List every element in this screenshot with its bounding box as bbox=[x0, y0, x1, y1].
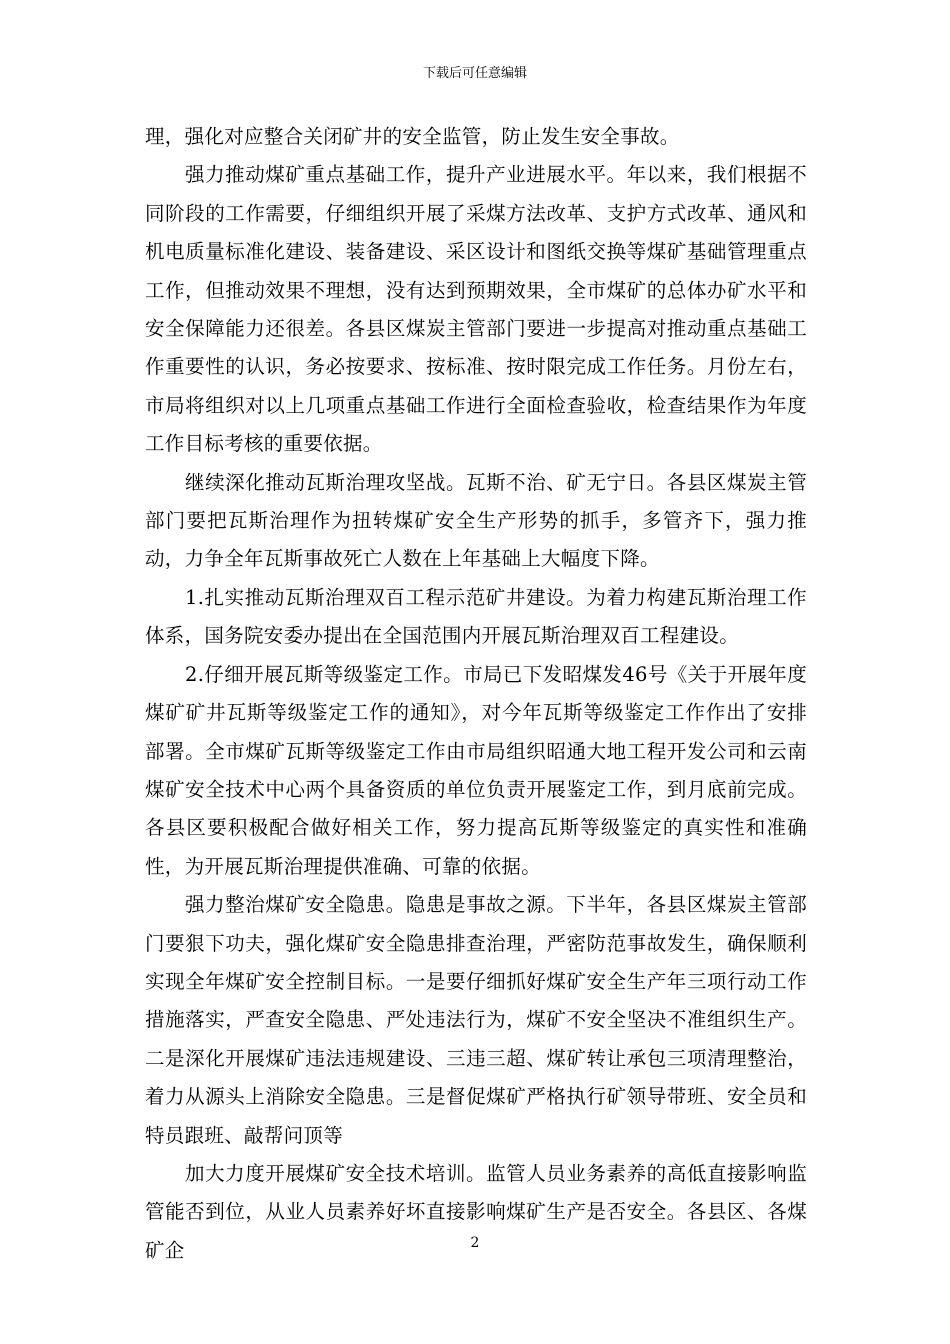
page-header: 下载后可任意编辑 bbox=[422, 66, 527, 81]
page-number: 2 bbox=[470, 1235, 480, 1251]
paragraph: 强力整治煤矿安全隐患。隐患是事故之源。下半年，各县区煤炭主管部门要狠下功夫，强化煤矿安全隐患排查治理，严密防范事故发生，确保顺利实现全年煤矿安全控制目标。一是要仔细抓好煤矿安全生产年三项行动工作措施落实，严查安全隐患、严处违法行为，煤矿不安全坚决不准组织生产。二是深化开展煤矿违法违规建设、三违三超、煤矿转让承包三项清理整治，着力从源头上消除安全隐患。三是督促煤矿严格执行矿领导带班、安全员和特员跟班、敲帮问顶等 bbox=[145, 893, 807, 1147]
paragraph: 2.仔细开展瓦斯等级鉴定工作。市局已下发昭煤发46号《关于开展年度煤矿矿井瓦斯等级鉴定工作的通知》，对今年瓦斯等级鉴定工作作出了安排部署。全市煤矿瓦斯等级鉴定工作由市局组织昭通大地工程开发公司和云南煤矿安全技术中心两个具备资质的单位负责开展鉴定工作，到月底前完成。各县区要积极配合做好相关工作，努力提高瓦斯等级鉴定的真实性和准确性，为开展瓦斯治理提供准确、可靠的依据。 bbox=[145, 662, 807, 878]
paragraph: 理，强化对应整合关闭矿井的安全监管，防止发生安全事故。 bbox=[145, 125, 680, 148]
paragraph: 继续深化推动瓦斯治理攻坚战。瓦斯不治、矿无宁日。各县区煤炭主管部门要把瓦斯治理作为扭转煤矿安全生产形势的抓手，多管齐下，强力推动，力争全年瓦斯事故死亡人数在上年基础上大幅度下降。 bbox=[145, 470, 807, 571]
paragraph: 加大力度开展煤矿安全技术培训。监管人员业务素养的高低直接影响监管能否到位，从业人员素养好坏直接影响煤矿生产是否安全。各县区、各煤矿企 bbox=[145, 1161, 807, 1262]
paragraph: 1.扎实推动瓦斯治理双百工程示范矿井建设。为着力构建瓦斯治理工作体系，国务院安委办提出在全国范围内开展瓦斯治理双百工程建设。 bbox=[145, 585, 807, 648]
paragraph: 强力推动煤矿重点基础工作，提升产业进展水平。年以来，我们根据不同阶段的工作需要，仔细组织开展了采煤方法改革、支护方式改革、通风和机电质量标准化建设、装备建设、采区设计和图纸交换等煤矿基础管理重点工作，但推动效果不理想，没有达到预期效果，全市煤矿的总体办矿水平和安全保障能力还很差。各县区煤炭主管部门要进一步提高对推动重点基础工作重要性的认识，务必按要求、按标准、按时限完成工作任务。月份左右，市局将组织对以上几项重点基础工作进行全面检查验收，检查结果作为年度工作目标考核的重要依据。 bbox=[145, 163, 807, 456]
document-body bbox=[145, 118, 807, 1270]
